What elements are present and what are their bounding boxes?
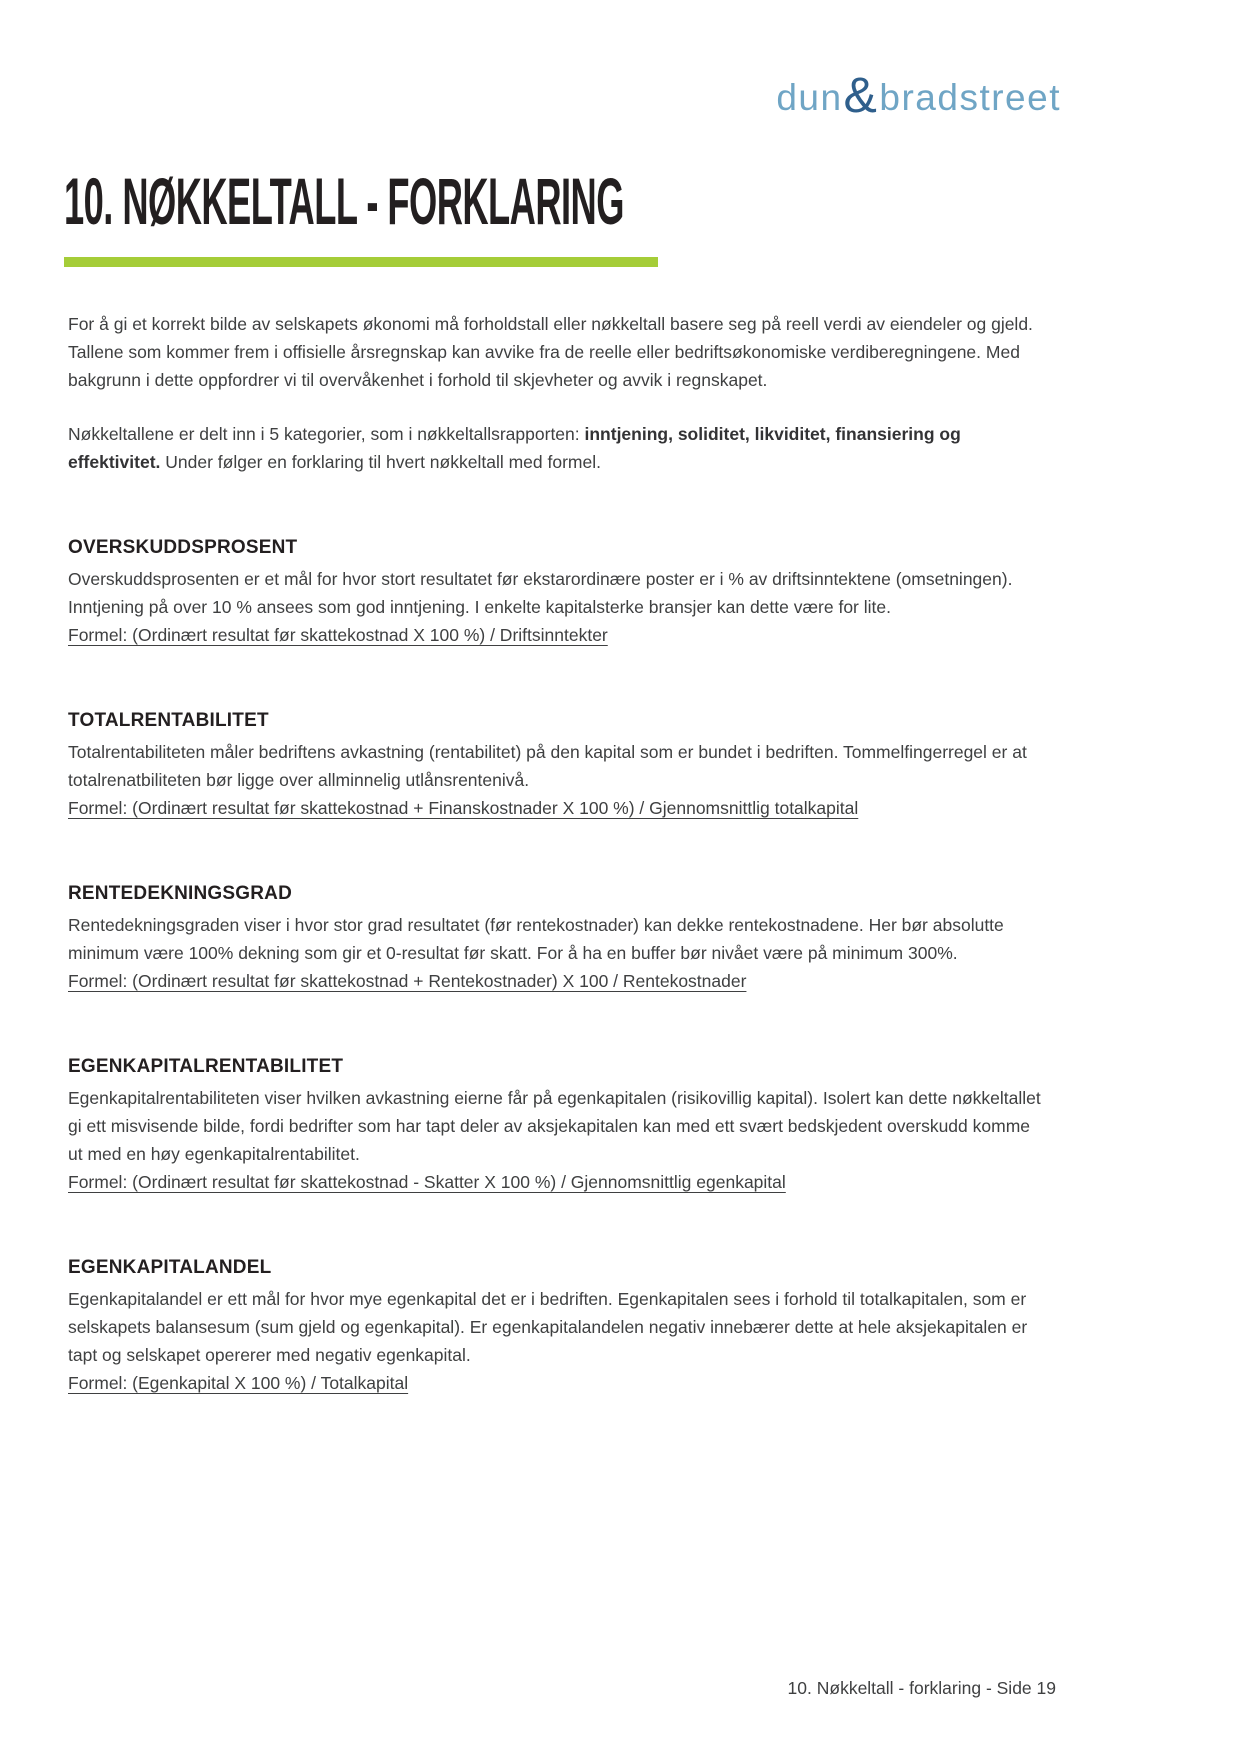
title-green-rule [64,257,658,267]
section-body: Egenkapitalandel er ett mål for hvor mye egenkapital det er i bedriften. Egenkapitalen sees i forhold til totalkapitalen, som er selskapets balansesum (sum gjeld og egenkapital). Er egenkapitalandelen negativ innebærer dette at hele aksjekapitalen er tapt og selskapet opererer med negativ egenkapital. [68,1289,1028,1365]
section-body: Overskuddsprosenten er et mål for hvor stort resultatet før ekstarordinære poster er i % av driftsinntektene (omsetningen). Inntjening på over 10 % ansees som god inntjening. I enkelte kapitalsterke bransjer kan dette være for lite. [68,569,1013,617]
logo-word-dun: dun [776,76,843,118]
intro-paragraph-1: For å gi et korrekt bilde av selskapets økonomi må forholdstall eller nøkkeltall basere seg på reell verdi av eiendeler og gjeld. Tallene som kommer frem i offisielle årsregnskap kan avvike fra de reelle eller bedriftsøkonomiske verdiberegningene. Med bakgrunn i dette oppfordrer vi til overvåkenhet i forhold til skjevheter og avvik i regnskapet. [68,314,1033,390]
logo-word-bradstreet: bradstreet [879,76,1061,118]
section-heading: TOTALRENTABILITET [68,710,269,731]
dun-bradstreet-logo [776,67,1061,123]
intro-paragraph-2-tail: Under følger en forklaring til hvert nøkkeltall med formel. [160,452,601,472]
intro-paragraph-2-lead: Nøkkeltallene er delt inn i 5 kategorier, som i nøkkeltallsrapporten: [68,424,585,444]
section-body: Egenkapitalrentabiliteten viser hvilken avkastning eierne får på egenkapitalen (risikovillig kapital). Isolert kan dette nøkkeltallet gi ett misvisende bilde, fordi bedrifter som har tapt deler av aksjekapitalen kan med ett svært bedskjedent overskudd komme ut med en høy egenkapitalrentabilitet. [68,1088,1041,1164]
section-formula: Formel: (Egenkapital X 100 %) / Totalkapital [68,1373,409,1393]
section-egenkapitalandel [68,1254,1048,1397]
section-heading: EGENKAPITALRENTABILITET [68,1056,344,1077]
section-body: Rentedekningsgraden viser i hvor stor grad resultatet (før rentekostnader) kan dekke rentekostnadene. Her bør absolutte minimum være 100% dekning som gir et 0-resultat før skatt. For å ha en buffer bør nivået være på minimum 300%. [68,915,1004,963]
section-heading: RENTEDEKNINGSGRAD [68,883,293,904]
section-body: Totalrentabiliteten måler bedriftens avkastning (rentabilitet) på den kapital som er bundet i bedriften. Tommelfingerregel er at totalrenatbiliteten bør ligge over allminnelig utlånsrentenivå. [68,742,1027,790]
intro-paragraph-2-categories: inntjening, soliditet, likviditet, finansiering og effektivitet. [68,424,961,472]
section-heading: OVERSKUDDSPROSENT [68,537,298,558]
content-column [68,310,1048,1397]
section-formula: Formel: (Ordinært resultat før skattekostnad + Finanskostnader X 100 %) / Gjennomsnittlig totalkapital [68,798,859,818]
section-formula: Formel: (Ordinært resultat før skattekostnad X 100 %) / Driftsinntekter [68,625,608,645]
section-formula: Formel: (Ordinært resultat før skattekostnad + Rentekostnader) X 100 / Rentekostnader [68,971,747,991]
section-rentedekningsgrad [68,880,1048,995]
page-footer: 10. Nøkkeltall - forklaring - Side 19 [787,1678,1056,1698]
ampersand-icon: & [843,67,879,123]
section-egenkapitalrentabilitet [68,1053,1048,1196]
section-heading: EGENKAPITALANDEL [68,1257,272,1278]
section-totalrentabilitet [68,707,1048,822]
intro-paragraph-2 [68,420,1048,476]
page-title: 10. NØKKELTALL - FORKLARING [64,164,624,238]
section-formula: Formel: (Ordinært resultat før skattekostnad - Skatter X 100 %) / Gjennomsnittlig egenkapital [68,1172,786,1192]
section-overskuddsprosent [68,534,1048,649]
